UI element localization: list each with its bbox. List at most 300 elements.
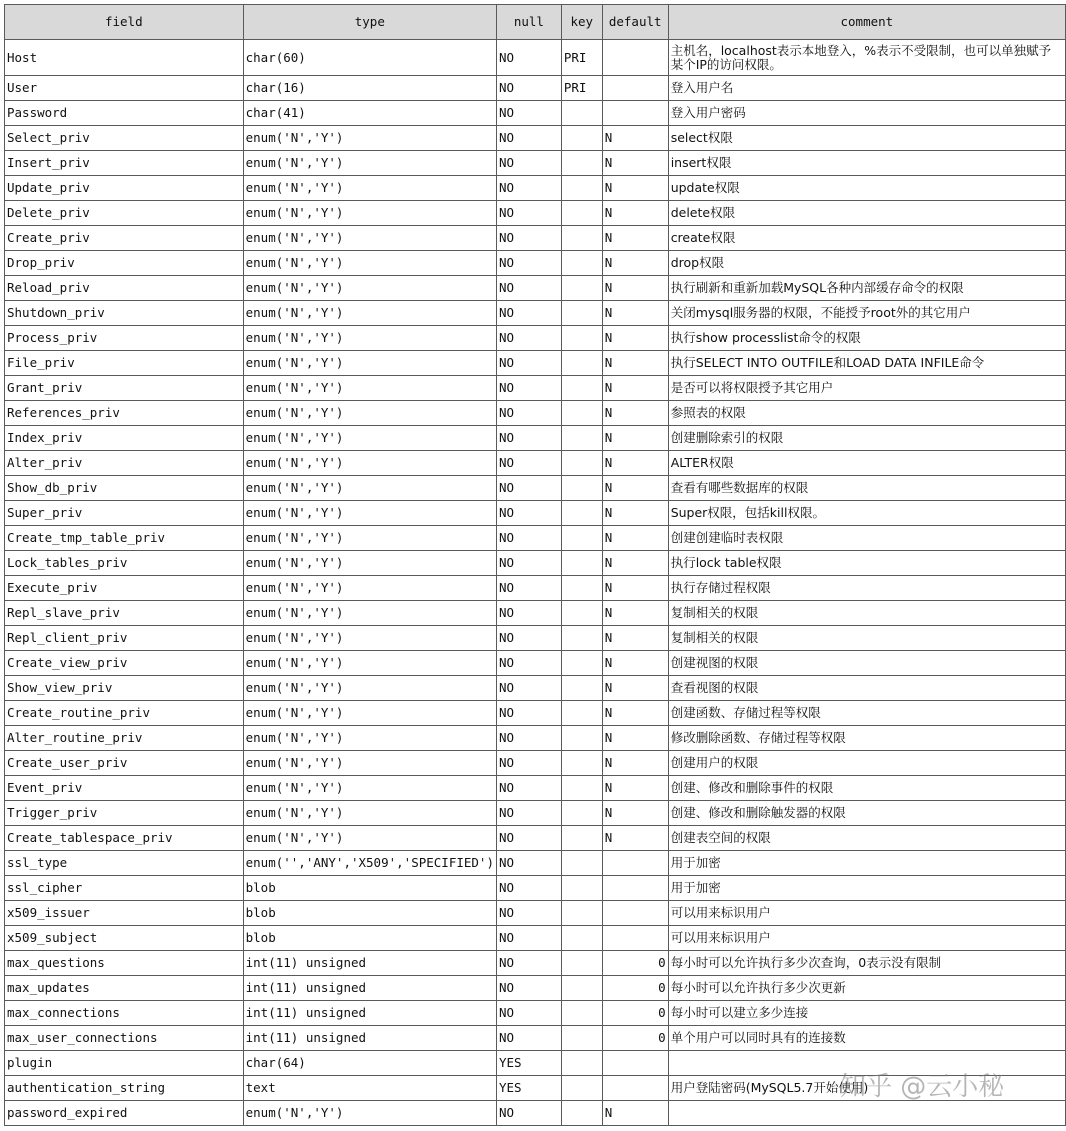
cell-comment: 创建函数、存储过程等权限 (668, 701, 1065, 726)
cell-key (561, 801, 602, 826)
cell-comment: 复制相关的权限 (668, 601, 1065, 626)
cell-null: NO (496, 576, 561, 601)
cell-default: N (602, 426, 668, 451)
cell-field: Create_user_priv (5, 751, 244, 776)
cell-field: Shutdown_priv (5, 301, 244, 326)
cell-type: enum('N','Y') (243, 826, 496, 851)
cell-key (561, 251, 602, 276)
cell-type: blob (243, 926, 496, 951)
cell-field: Grant_priv (5, 376, 244, 401)
cell-comment: 用户登陆密码(MySQL5.7开始使用) (668, 1076, 1065, 1101)
cell-default: N (602, 651, 668, 676)
cell-field: x509_issuer (5, 901, 244, 926)
cell-type: enum('N','Y') (243, 251, 496, 276)
cell-field: Lock_tables_priv (5, 551, 244, 576)
table-row (5, 651, 1066, 676)
cell-key (561, 751, 602, 776)
cell-key (561, 601, 602, 626)
cell-key (561, 526, 602, 551)
cell-default: N (602, 551, 668, 576)
cell-comment: 修改删除函数、存储过程等权限 (668, 726, 1065, 751)
cell-null: NO (496, 326, 561, 351)
cell-default: 0 (602, 976, 668, 1001)
cell-key (561, 351, 602, 376)
table-row (5, 576, 1066, 601)
cell-comment: 每小时可以建立多少连接 (668, 1001, 1065, 1026)
cell-field: Event_priv (5, 776, 244, 801)
cell-default: 0 (602, 1001, 668, 1026)
cell-comment: 执行刷新和重新加载MySQL各种内部缓存命令的权限 (668, 276, 1065, 301)
cell-type: enum('N','Y') (243, 801, 496, 826)
cell-default: N (602, 351, 668, 376)
header-row (5, 5, 1066, 40)
table-row (5, 1026, 1066, 1051)
table-row (5, 701, 1066, 726)
cell-type: enum('N','Y') (243, 726, 496, 751)
cell-field: Drop_priv (5, 251, 244, 276)
cell-type: enum('N','Y') (243, 476, 496, 501)
cell-type: enum('N','Y') (243, 351, 496, 376)
cell-default: N (602, 126, 668, 151)
cell-null: NO (496, 301, 561, 326)
table-row (5, 351, 1066, 376)
cell-default: N (602, 626, 668, 651)
cell-null: NO (496, 976, 561, 1001)
cell-default: N (602, 251, 668, 276)
cell-null: NO (496, 626, 561, 651)
cell-comment: 是否可以将权限授予其它用户 (668, 376, 1065, 401)
cell-default: N (602, 201, 668, 226)
cell-field: max_updates (5, 976, 244, 1001)
cell-null: NO (496, 151, 561, 176)
table-row (5, 526, 1066, 551)
cell-comment (668, 1051, 1065, 1076)
cell-null: NO (496, 826, 561, 851)
cell-null: NO (496, 526, 561, 551)
cell-null: NO (496, 701, 561, 726)
cell-null: YES (496, 1051, 561, 1076)
cell-key (561, 926, 602, 951)
cell-field: max_connections (5, 1001, 244, 1026)
cell-key (561, 326, 602, 351)
cell-default (602, 76, 668, 101)
cell-field: References_priv (5, 401, 244, 426)
cell-type: enum('N','Y') (243, 526, 496, 551)
cell-type: enum('N','Y') (243, 576, 496, 601)
cell-field: authentication_string (5, 1076, 244, 1101)
cell-type: char(60) (243, 40, 496, 76)
cell-field: x509_subject (5, 926, 244, 951)
cell-key (561, 226, 602, 251)
table-row (5, 476, 1066, 501)
cell-null: NO (496, 126, 561, 151)
table-row (5, 126, 1066, 151)
cell-comment: 登入用户名 (668, 76, 1065, 101)
table-row (5, 976, 1066, 1001)
cell-null: NO (496, 426, 561, 451)
cell-type: enum('N','Y') (243, 651, 496, 676)
cell-type: enum('N','Y') (243, 551, 496, 576)
cell-type: enum('N','Y') (243, 776, 496, 801)
cell-comment: 创建、修改和删除触发器的权限 (668, 801, 1065, 826)
table-body (5, 40, 1066, 1126)
cell-null: NO (496, 201, 561, 226)
cell-field: Repl_slave_priv (5, 601, 244, 626)
cell-key (561, 551, 602, 576)
col-header-null: null (496, 5, 561, 40)
cell-comment: 执行show processlist命令的权限 (668, 326, 1065, 351)
cell-key (561, 576, 602, 601)
cell-comment: 执行存储过程权限 (668, 576, 1065, 601)
cell-type: int(11) unsigned (243, 1001, 496, 1026)
cell-null: NO (496, 851, 561, 876)
cell-default: N (602, 176, 668, 201)
table-row (5, 776, 1066, 801)
cell-comment: drop权限 (668, 251, 1065, 276)
cell-default: N (602, 226, 668, 251)
cell-null: NO (496, 101, 561, 126)
cell-type: text (243, 1076, 496, 1101)
cell-type: enum('N','Y') (243, 301, 496, 326)
cell-key (561, 176, 602, 201)
mysql-user-table-schema (4, 4, 1066, 1126)
cell-comment: 执行SELECT INTO OUTFILE和LOAD DATA INFILE命令 (668, 351, 1065, 376)
cell-comment: 查看视图的权限 (668, 676, 1065, 701)
cell-comment: 创建删除索引的权限 (668, 426, 1065, 451)
table-row (5, 1051, 1066, 1076)
cell-comment: update权限 (668, 176, 1065, 201)
cell-field: Insert_priv (5, 151, 244, 176)
table-row (5, 376, 1066, 401)
cell-null: NO (496, 676, 561, 701)
cell-null: NO (496, 76, 561, 101)
table-row (5, 301, 1066, 326)
table-row (5, 101, 1066, 126)
cell-key (561, 901, 602, 926)
cell-null: NO (496, 926, 561, 951)
cell-null: NO (496, 551, 561, 576)
cell-default: N (602, 751, 668, 776)
cell-type: enum('N','Y') (243, 126, 496, 151)
cell-type: blob (243, 876, 496, 901)
cell-key (561, 1051, 602, 1076)
cell-default: 0 (602, 1026, 668, 1051)
cell-field: Create_tablespace_priv (5, 826, 244, 851)
table-row (5, 226, 1066, 251)
table-row (5, 451, 1066, 476)
table-row (5, 76, 1066, 101)
cell-comment: 关闭mysql服务器的权限，不能授予root外的其它用户 (668, 301, 1065, 326)
cell-type: enum('N','Y') (243, 676, 496, 701)
cell-key (561, 676, 602, 701)
cell-type: enum('N','Y') (243, 326, 496, 351)
cell-field: max_user_connections (5, 1026, 244, 1051)
cell-default: N (602, 301, 668, 326)
cell-null: NO (496, 951, 561, 976)
cell-null: NO (496, 1001, 561, 1026)
cell-key (561, 876, 602, 901)
cell-default (602, 40, 668, 76)
cell-type: enum('N','Y') (243, 226, 496, 251)
cell-null: NO (496, 776, 561, 801)
cell-key (561, 151, 602, 176)
cell-key (561, 301, 602, 326)
cell-default (602, 876, 668, 901)
watermark: 知乎 @云小秘 (840, 1072, 1005, 1102)
cell-type: enum('N','Y') (243, 701, 496, 726)
cell-type: enum('','ANY','X509','SPECIFIED') (243, 851, 496, 876)
cell-comment: ALTER权限 (668, 451, 1065, 476)
cell-type: enum('N','Y') (243, 501, 496, 526)
cell-type: enum('N','Y') (243, 601, 496, 626)
cell-field: Password (5, 101, 244, 126)
cell-field: Alter_routine_priv (5, 726, 244, 751)
cell-field: Execute_priv (5, 576, 244, 601)
table-row (5, 201, 1066, 226)
table-row (5, 801, 1066, 826)
cell-comment: 登入用户密码 (668, 101, 1065, 126)
table-row (5, 401, 1066, 426)
cell-field: Repl_client_priv (5, 626, 244, 651)
table-row (5, 276, 1066, 301)
cell-default: N (602, 1101, 668, 1126)
cell-key (561, 626, 602, 651)
cell-key (561, 126, 602, 151)
cell-null: NO (496, 1026, 561, 1051)
cell-key: PRI (561, 40, 602, 76)
cell-type: enum('N','Y') (243, 376, 496, 401)
cell-field: Super_priv (5, 501, 244, 526)
cell-key (561, 826, 602, 851)
cell-default: N (602, 476, 668, 501)
cell-field: Create_tmp_table_priv (5, 526, 244, 551)
table-row (5, 176, 1066, 201)
cell-field: Show_view_priv (5, 676, 244, 701)
cell-type: enum('N','Y') (243, 426, 496, 451)
table-row (5, 426, 1066, 451)
cell-field: Update_priv (5, 176, 244, 201)
cell-null: NO (496, 276, 561, 301)
table-row (5, 751, 1066, 776)
table-row (5, 601, 1066, 626)
cell-comment: Super权限，包括kill权限。 (668, 501, 1065, 526)
table-row (5, 726, 1066, 751)
cell-key (561, 1001, 602, 1026)
cell-comment: 每小时可以允许执行多少次查询，0表示没有限制 (668, 951, 1065, 976)
cell-key (561, 276, 602, 301)
cell-type: enum('N','Y') (243, 626, 496, 651)
cell-default (602, 1076, 668, 1101)
table-row (5, 951, 1066, 976)
cell-comment: 查看有哪些数据库的权限 (668, 476, 1065, 501)
cell-default: N (602, 576, 668, 601)
cell-comment (668, 1101, 1065, 1126)
cell-type: int(11) unsigned (243, 951, 496, 976)
cell-null: NO (496, 601, 561, 626)
cell-field: Process_priv (5, 326, 244, 351)
cell-field: Reload_priv (5, 276, 244, 301)
cell-field: password_expired (5, 1101, 244, 1126)
cell-field: Select_priv (5, 126, 244, 151)
cell-field: File_priv (5, 351, 244, 376)
cell-null: NO (496, 451, 561, 476)
cell-default: N (602, 276, 668, 301)
col-header-default: default (602, 5, 668, 40)
table-row (5, 1101, 1066, 1126)
table-row (5, 326, 1066, 351)
cell-null: NO (496, 501, 561, 526)
cell-key (561, 101, 602, 126)
cell-key (561, 401, 602, 426)
cell-null: NO (496, 801, 561, 826)
cell-type: enum('N','Y') (243, 451, 496, 476)
cell-comment: 每小时可以允许执行多少次更新 (668, 976, 1065, 1001)
cell-comment: 创建创建临时表权限 (668, 526, 1065, 551)
cell-field: Delete_priv (5, 201, 244, 226)
cell-default: N (602, 601, 668, 626)
cell-default (602, 926, 668, 951)
cell-field: max_questions (5, 951, 244, 976)
cell-null: NO (496, 651, 561, 676)
cell-comment: 用于加密 (668, 851, 1065, 876)
table-row (5, 1076, 1066, 1101)
cell-comment: 单个用户可以同时具有的连接数 (668, 1026, 1065, 1051)
cell-null: NO (496, 401, 561, 426)
cell-key (561, 776, 602, 801)
cell-field: Trigger_priv (5, 801, 244, 826)
cell-comment: 主机名，localhost表示本地登入，%表示不受限制，也可以单独赋予某个IP的访问权限。 (668, 40, 1065, 76)
table-row (5, 901, 1066, 926)
cell-comment: 创建视图的权限 (668, 651, 1065, 676)
cell-default: N (602, 376, 668, 401)
cell-key (561, 376, 602, 401)
cell-key (561, 201, 602, 226)
cell-null: NO (496, 351, 561, 376)
cell-default: 0 (602, 951, 668, 976)
cell-comment: 创建表空间的权限 (668, 826, 1065, 851)
cell-null: NO (496, 901, 561, 926)
cell-key (561, 1101, 602, 1126)
cell-comment: 可以用来标识用户 (668, 901, 1065, 926)
cell-null: NO (496, 876, 561, 901)
cell-null: NO (496, 751, 561, 776)
cell-null: NO (496, 176, 561, 201)
cell-type: enum('N','Y') (243, 176, 496, 201)
cell-type: enum('N','Y') (243, 151, 496, 176)
table-row (5, 551, 1066, 576)
cell-comment: 参照表的权限 (668, 401, 1065, 426)
cell-type: char(16) (243, 76, 496, 101)
table-row (5, 826, 1066, 851)
col-header-field: field (5, 5, 244, 40)
cell-key (561, 951, 602, 976)
cell-default: N (602, 801, 668, 826)
cell-field: Index_priv (5, 426, 244, 451)
table-row (5, 40, 1066, 76)
cell-key (561, 651, 602, 676)
cell-null: NO (496, 376, 561, 401)
cell-comment: 用于加密 (668, 876, 1065, 901)
cell-comment: 执行lock table权限 (668, 551, 1065, 576)
cell-default: N (602, 701, 668, 726)
cell-default: N (602, 151, 668, 176)
cell-comment: 复制相关的权限 (668, 626, 1065, 651)
cell-comment: create权限 (668, 226, 1065, 251)
cell-field: Host (5, 40, 244, 76)
cell-key (561, 426, 602, 451)
cell-field: User (5, 76, 244, 101)
cell-key (561, 726, 602, 751)
cell-comment: select权限 (668, 126, 1065, 151)
cell-default: N (602, 676, 668, 701)
cell-field: Create_priv (5, 226, 244, 251)
cell-field: ssl_type (5, 851, 244, 876)
table-row (5, 676, 1066, 701)
cell-comment: delete权限 (668, 201, 1065, 226)
table-row (5, 926, 1066, 951)
cell-null: NO (496, 40, 561, 76)
table-wrapper (4, 4, 1066, 1126)
cell-default: N (602, 326, 668, 351)
cell-type: char(64) (243, 1051, 496, 1076)
cell-default (602, 101, 668, 126)
cell-key (561, 476, 602, 501)
cell-field: plugin (5, 1051, 244, 1076)
col-header-comment: comment (668, 5, 1065, 40)
cell-key (561, 451, 602, 476)
cell-default (602, 851, 668, 876)
cell-key (561, 701, 602, 726)
table-row (5, 876, 1066, 901)
cell-key (561, 1076, 602, 1101)
cell-comment: 创建用户的权限 (668, 751, 1065, 776)
cell-default: N (602, 726, 668, 751)
cell-default (602, 1051, 668, 1076)
cell-type: enum('N','Y') (243, 1101, 496, 1126)
table-row (5, 626, 1066, 651)
cell-key (561, 501, 602, 526)
table-row (5, 501, 1066, 526)
cell-default: N (602, 501, 668, 526)
cell-type: blob (243, 901, 496, 926)
cell-null: NO (496, 251, 561, 276)
cell-default: N (602, 401, 668, 426)
cell-comment: 创建、修改和删除事件的权限 (668, 776, 1065, 801)
cell-type: enum('N','Y') (243, 276, 496, 301)
cell-comment: insert权限 (668, 151, 1065, 176)
cell-default: N (602, 776, 668, 801)
cell-key (561, 976, 602, 1001)
cell-field: Show_db_priv (5, 476, 244, 501)
table-row (5, 151, 1066, 176)
cell-type: enum('N','Y') (243, 401, 496, 426)
cell-field: Alter_priv (5, 451, 244, 476)
col-header-type: type (243, 5, 496, 40)
cell-comment: 可以用来标识用户 (668, 926, 1065, 951)
cell-default: N (602, 526, 668, 551)
table-row (5, 1001, 1066, 1026)
col-header-key: key (561, 5, 602, 40)
cell-field: Create_routine_priv (5, 701, 244, 726)
cell-key (561, 851, 602, 876)
table-row (5, 251, 1066, 276)
table-row (5, 851, 1066, 876)
cell-type: enum('N','Y') (243, 751, 496, 776)
cell-default: N (602, 826, 668, 851)
cell-type: int(11) unsigned (243, 1026, 496, 1051)
cell-default (602, 901, 668, 926)
cell-null: NO (496, 726, 561, 751)
